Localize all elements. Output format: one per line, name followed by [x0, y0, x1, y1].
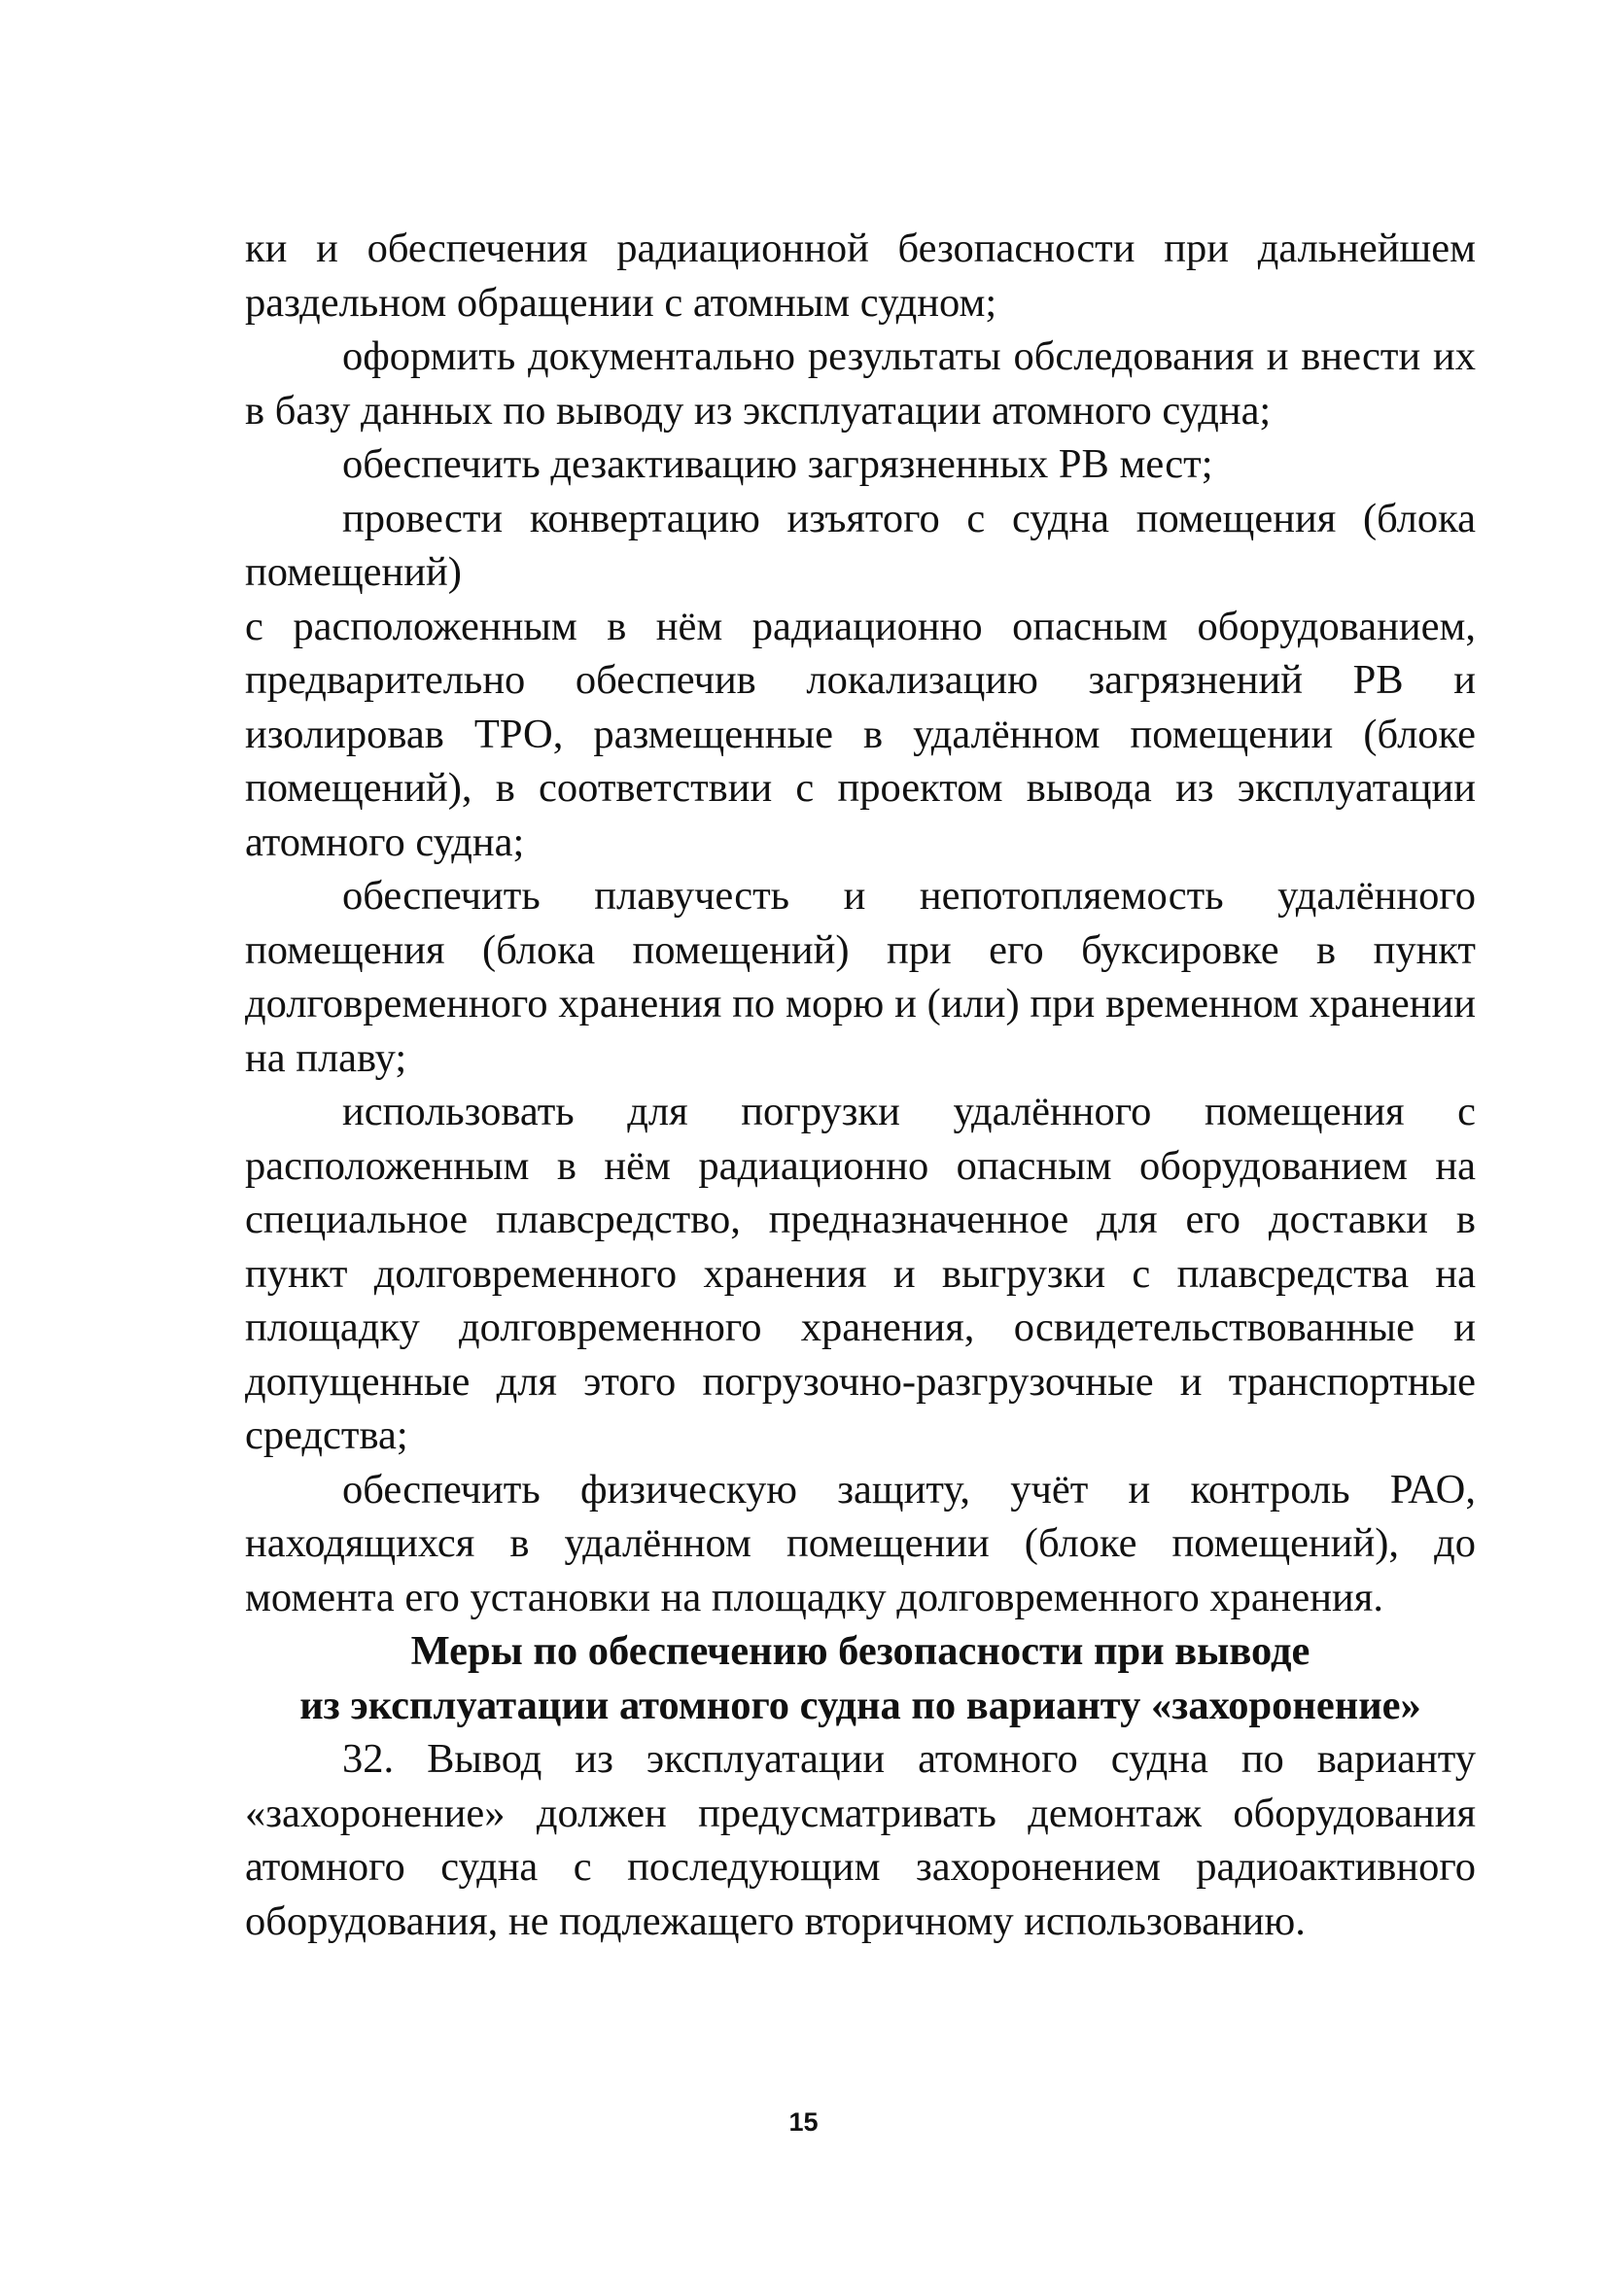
page-body [245, 222, 1476, 1948]
section-heading-line-1: Меры по обеспечению безопасности при выводе [410, 1628, 1310, 1674]
paragraph-buoyancy: обеспечить плавучесть и непотопляемость удалённого помещения (блока помещений) при его буксировке в пункт долговременного хранения по морю и (или) при временном хранении на плаву; [245, 873, 1476, 1081]
paragraph-loading: использовать для погрузки удалённого помещения с расположенным в нём радиационно опасным оборудованием на специальное плавсредство, предназначенное для его доставки в пункт долговременного хранения и выгрузки с плавсредства на площадку долговременного хранения, освидетельствованные и допущенные для этого погрузочно-разгрузочные и транспортные средства; [245, 1089, 1476, 1458]
paragraph-physical-protection: обеспечить физическую защиту, учёт и контроль РАО, находящихся в удалённом помещении (блоке помещений), до момента его установки на площадку долговременного хранения. [245, 1466, 1476, 1620]
paragraph-continued: ки и обеспечения радиационной безопасности при дальнейшем раздельном обращении с атомным судном; [245, 226, 1476, 326]
paragraph-32: 32. Вывод из эксплуатации атомного судна по варианту «захоронение» должен предусматривать демонтаж оборудования атомного судна с последующим захоронением радиоактивного оборудования, не подлежащего вторичному использованию. [245, 1736, 1476, 1944]
paragraph-decontamination: обеспечить дезактивацию загрязненных РВ мест; [342, 441, 1213, 487]
paragraph-equipment-localization: с расположенным в нём радиационно опасным оборудованием, предварительно обеспечив локализацию загрязнений РВ и изолировав ТРО, размещенные в удалённом помещении (блоке помещений), в соответствии с проектом вывода из эксплуатации атомного судна; [245, 603, 1476, 865]
section-heading [245, 1624, 1476, 1732]
page-number: 15 [788, 2107, 819, 2137]
section-heading-line-2: из эксплуатации атомного судна по варианту «захоронение» [299, 1682, 1421, 1728]
paragraph-document-results: оформить документально результаты обследования и внести их в базу данных по выводу из эксплуатации атомного судна; [245, 333, 1476, 434]
paragraph-conversion: провести конвертацию изъятого с судна помещения (блока помещений) [245, 495, 1476, 595]
